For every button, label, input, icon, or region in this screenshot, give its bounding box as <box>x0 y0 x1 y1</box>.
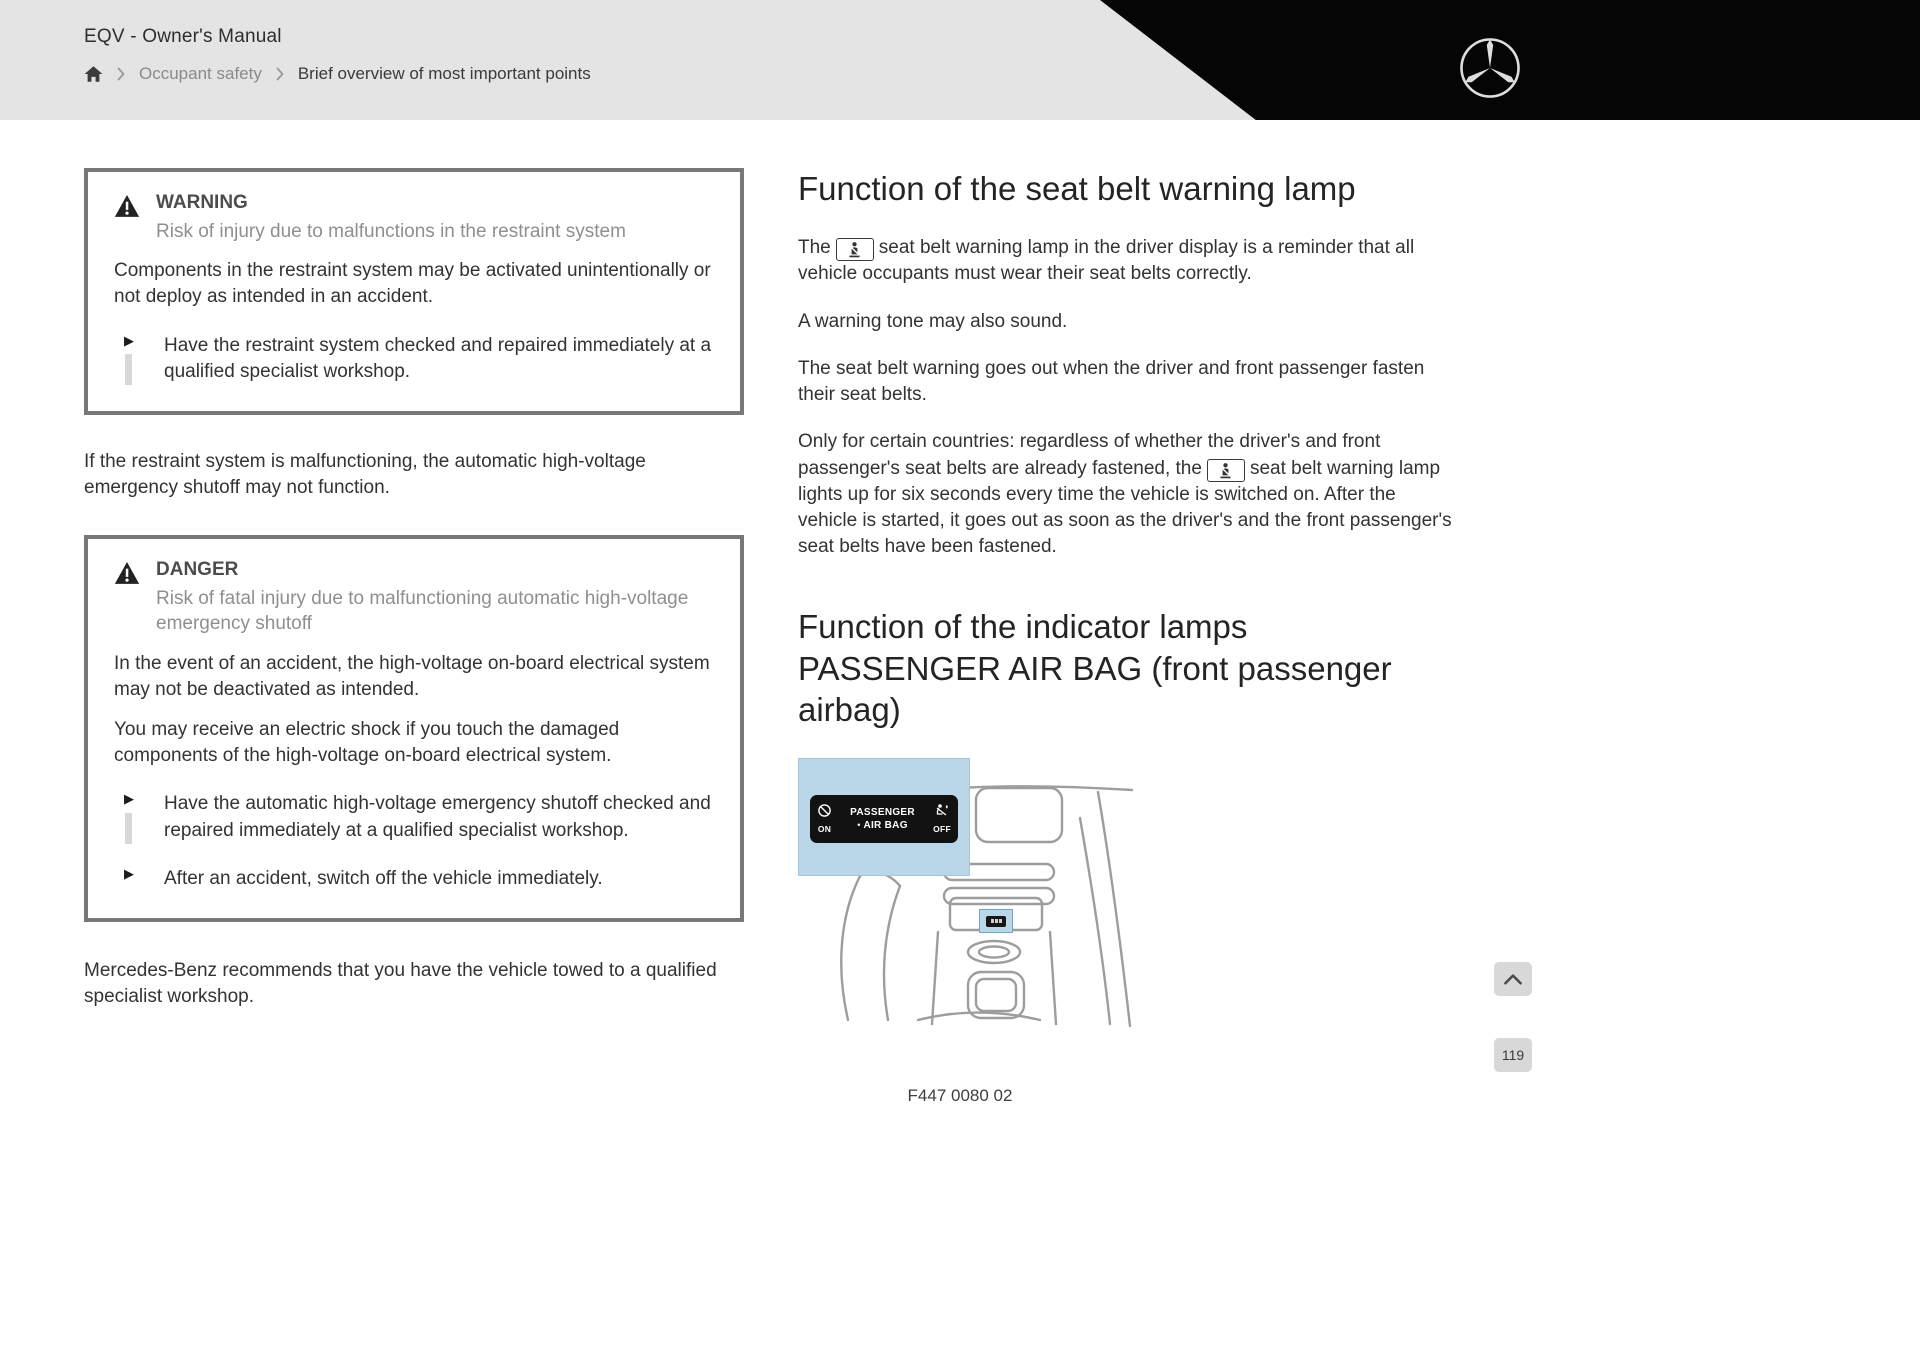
mercedes-logo-icon <box>1458 36 1522 100</box>
bullet-text: Have the restraint system checked and repaired immediately at a qualified specialist workshop. <box>164 334 712 382</box>
bullet-text: Have the automatic high-voltage emergency shutoff checked and repaired immediately at a qualified specialist workshop. <box>164 793 711 841</box>
paragraph-text: The <box>798 237 831 259</box>
danger-body-2: You may receive an electric shock if you touch the damaged components of the high-voltage on-board electrical system. <box>114 718 620 767</box>
paragraph-text: seat belt warning lamp in the driver display is a reminder that all vehicle occupants must wear their seat belts correctly. <box>798 237 1415 285</box>
danger-box <box>84 535 744 922</box>
header <box>0 0 1920 120</box>
bullet-marker <box>114 333 164 385</box>
arrow-bullet-icon: ▶ <box>124 791 134 807</box>
section-heading-passenger-airbag: Function of the indicator lamps PASSENGER AIR BAG (front passenger airbag) <box>798 608 1392 728</box>
bullet-marker <box>114 791 164 843</box>
warning-triangle-icon <box>114 192 140 244</box>
warning-body: Components in the restraint system may be activated unintentionally or not deploy as intended in an accident. <box>114 260 711 308</box>
warning-subtitle: Risk of injury due to malfunctions in the restraint system <box>156 221 626 242</box>
warning-tone-paragraph: A warning tone may also sound. <box>798 310 1068 332</box>
dashboard-illustration <box>798 756 1358 1041</box>
panel-off-label: OFF <box>933 824 951 835</box>
indicator-location-highlight <box>979 909 1013 933</box>
left-column <box>84 168 744 1041</box>
panel-line2: AIR BAG <box>863 820 908 832</box>
warning-label: WARNING <box>156 192 248 213</box>
danger-body-1: In the event of an accident, the high-voltage on-board electrical system may not be deactivated as intended. <box>114 652 710 700</box>
towing-recommendation-paragraph: Mercedes-Benz recommends that you have the vehicle towed to a qualified specialist workshop. <box>84 960 717 1008</box>
right-column <box>798 168 1458 1041</box>
seat-belt-lamp-paragraph <box>798 235 1458 287</box>
indicator-chip <box>986 916 1006 927</box>
restraint-malfunction-paragraph: If the restraint system is malfunctioning, the automatic high-voltage emergency shutoff may not function. <box>84 450 646 499</box>
airbag-off-prohibition-icon <box>817 803 832 823</box>
home-icon[interactable] <box>84 65 103 83</box>
bullet-bar <box>125 813 132 844</box>
warning-triangle-icon <box>114 559 140 636</box>
chevron-up-icon <box>1502 971 1524 987</box>
chevron-right-icon <box>276 67 284 81</box>
breadcrumb-occupant-safety[interactable]: Occupant safety <box>139 64 262 83</box>
page-number-indicator: 119 <box>1494 1038 1532 1072</box>
seat-belt-warning-lamp-icon <box>1207 459 1245 482</box>
panel-on-label: ON <box>817 824 832 835</box>
list-item <box>114 791 714 843</box>
seat-belt-warning-lamp-icon <box>836 238 874 261</box>
danger-label: DANGER <box>156 559 239 581</box>
breadcrumb-current: Brief overview of most important points <box>297 64 591 83</box>
arrow-bullet-icon: ▶ <box>124 332 134 348</box>
list-item <box>114 866 714 892</box>
bullet-bar <box>125 354 132 385</box>
paragraph-text: seat belt warning lamp lights up for six seconds every time the vehicle is switched on. After the vehicle is started, it goes out as soon as the driver's and the front passenger's seat belts have been fastened. <box>798 457 1452 558</box>
warning-box <box>84 168 744 415</box>
bullet-text: After an accident, switch off the vehicle immediately. <box>164 867 603 889</box>
danger-subtitle: Risk of fatal injury due to malfunctioning automatic high-voltage emergency shutoff <box>156 588 689 635</box>
list-item <box>114 333 714 385</box>
indicator-callout <box>798 758 970 876</box>
paragraph-text: Only for certain countries: regardless of whether the driver's and front passenger's seat belts are already fastened, the <box>798 431 1381 479</box>
figure-code: F447 0080 02 <box>907 1086 1013 1105</box>
led-dot-icon: • <box>857 820 861 831</box>
bullet-marker <box>114 866 164 892</box>
warning-goes-out-paragraph: The seat belt warning goes out when the driver and front passenger fasten their seat belts. <box>798 357 1425 406</box>
arrow-bullet-icon: ▶ <box>124 865 134 881</box>
section-heading-seat-belt-lamp: Function of the seat belt warning lamp <box>798 170 1356 207</box>
airbag-belt-icon <box>935 803 950 823</box>
scroll-to-top-button[interactable] <box>1494 962 1532 996</box>
chevron-right-icon <box>117 67 125 81</box>
certain-countries-paragraph <box>798 429 1458 560</box>
passenger-airbag-panel <box>810 795 958 843</box>
page-title: EQV - Owner's Manual <box>84 26 282 47</box>
panel-line1: PASSENGER <box>850 806 915 818</box>
